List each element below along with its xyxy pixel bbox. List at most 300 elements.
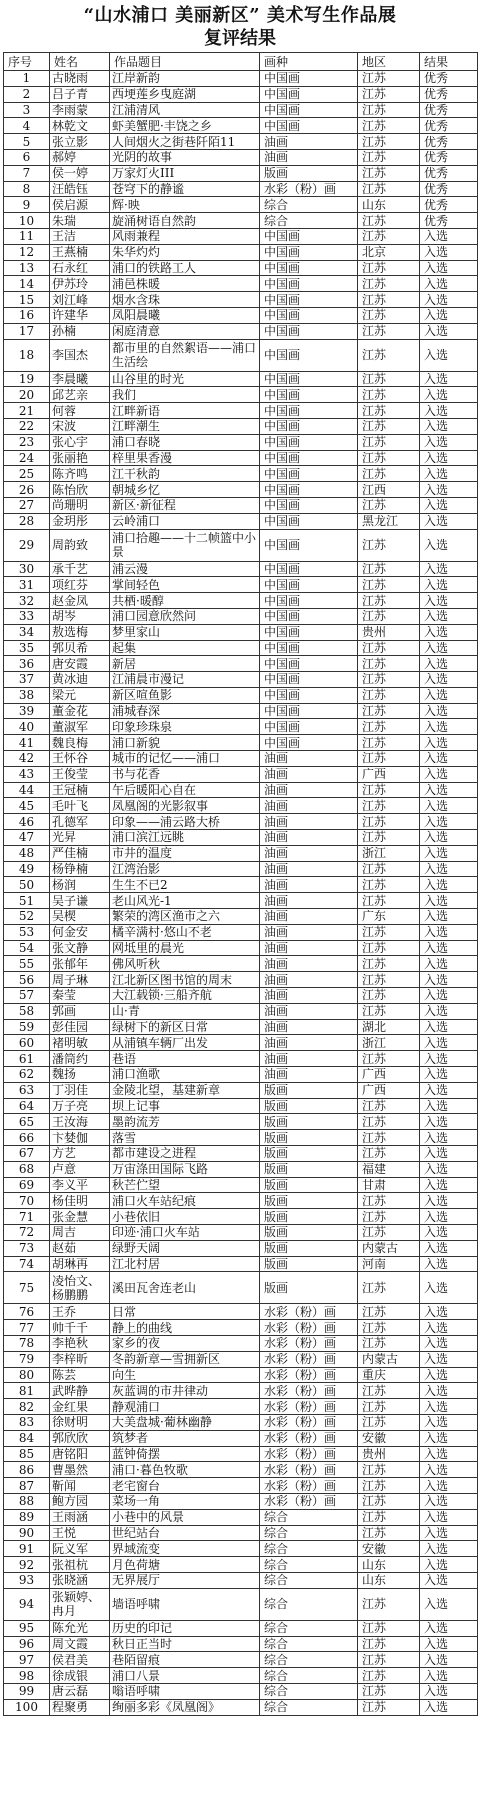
cell-region: 江苏	[358, 134, 420, 150]
table-row	[4, 276, 478, 292]
cell-region: 江苏	[358, 687, 420, 703]
cell-number: 9	[4, 197, 50, 213]
cell-result: 入选	[420, 1509, 478, 1525]
cell-name: 赵金凤	[50, 593, 110, 609]
cell-name: 褚明敏	[50, 1035, 110, 1051]
cell-region: 山东	[358, 1557, 420, 1573]
cell-region: 江苏	[358, 1304, 420, 1320]
cell-region: 江苏	[358, 228, 420, 244]
cell-result: 入选	[420, 1351, 478, 1367]
cell-region: 黑龙江	[358, 513, 420, 529]
cell-region: 江苏	[358, 956, 420, 972]
table-row	[4, 1525, 478, 1541]
results-table	[3, 52, 478, 1716]
cell-number: 42	[4, 751, 50, 767]
cell-medium: 中国画	[260, 561, 358, 577]
cell-medium: 中国画	[260, 656, 358, 672]
table-row	[4, 1209, 478, 1225]
cell-number: 67	[4, 1146, 50, 1162]
cell-number: 23	[4, 434, 50, 450]
table-row	[4, 403, 478, 419]
table-row	[4, 1462, 478, 1478]
cell-title: 浦口·暮色牧歌	[110, 1462, 260, 1478]
cell-number: 19	[4, 371, 50, 387]
header-name: 姓名	[50, 53, 110, 71]
cell-title: 光阴的故事	[110, 149, 260, 165]
cell-name: 唐铭阳	[50, 1446, 110, 1462]
cell-medium: 版画	[260, 1114, 358, 1130]
cell-result: 入选	[420, 1003, 478, 1019]
cell-region: 北京	[358, 244, 420, 260]
cell-title: 我们	[110, 387, 260, 403]
cell-region: 江苏	[358, 972, 420, 988]
cell-result: 入选	[420, 1082, 478, 1098]
cell-name: 王俊莹	[50, 766, 110, 782]
cell-number: 75	[4, 1272, 50, 1304]
cell-medium: 版画	[260, 1130, 358, 1146]
cell-result: 入选	[420, 228, 478, 244]
cell-medium: 综合	[260, 1557, 358, 1573]
cell-medium: 版画	[260, 1146, 358, 1162]
header-row	[4, 53, 478, 71]
cell-result: 入选	[420, 1414, 478, 1430]
cell-medium: 油画	[260, 909, 358, 925]
cell-region: 江苏	[358, 276, 420, 292]
cell-title: 江干秋韵	[110, 466, 260, 482]
cell-medium: 水彩（粉）画	[260, 1478, 358, 1494]
table-row	[4, 134, 478, 150]
cell-number: 65	[4, 1114, 50, 1130]
cell-result: 入选	[420, 1493, 478, 1509]
cell-result: 入选	[420, 782, 478, 798]
table-row	[4, 339, 478, 371]
table-row	[4, 624, 478, 640]
cell-number: 94	[4, 1588, 50, 1620]
cell-region: 江苏	[358, 102, 420, 118]
cell-title: 世纪站台	[110, 1525, 260, 1541]
cell-medium: 水彩（粉）画	[260, 1399, 358, 1415]
cell-name: 武晔静	[50, 1383, 110, 1399]
table-row	[4, 371, 478, 387]
cell-name: 王雨涵	[50, 1509, 110, 1525]
cell-title: 老宅窗台	[110, 1478, 260, 1494]
cell-medium: 油画	[260, 1019, 358, 1035]
cell-result: 入选	[420, 466, 478, 482]
cell-title: 山·青	[110, 1003, 260, 1019]
cell-medium: 中国画	[260, 228, 358, 244]
cell-title: 绿野天阔	[110, 1240, 260, 1256]
table-row	[4, 213, 478, 229]
cell-region: 山东	[358, 197, 420, 213]
cell-name: 李义平	[50, 1177, 110, 1193]
cell-result: 优秀	[420, 118, 478, 134]
table-row	[4, 1272, 478, 1304]
cell-number: 41	[4, 735, 50, 751]
cell-region: 江苏	[358, 181, 420, 197]
cell-region: 江苏	[358, 213, 420, 229]
cell-name: 卞婪伽	[50, 1130, 110, 1146]
cell-title: 界域流变	[110, 1541, 260, 1557]
document-title: “山水浦口 美丽新区” 美术写生作品展	[83, 5, 397, 26]
cell-result: 入选	[420, 703, 478, 719]
table-row	[4, 1652, 478, 1668]
cell-medium: 中国画	[260, 418, 358, 434]
cell-medium: 油画	[260, 1003, 358, 1019]
cell-name: 吴子谦	[50, 893, 110, 909]
cell-result: 入选	[420, 1161, 478, 1177]
cell-medium: 中国画	[260, 577, 358, 593]
cell-name: 彭佳园	[50, 1019, 110, 1035]
cell-title: 灰蓝调的市井律动	[110, 1383, 260, 1399]
cell-region: 江苏	[358, 814, 420, 830]
cell-title: 旋涌树语自然韵	[110, 213, 260, 229]
cell-name: 陈齐鸣	[50, 466, 110, 482]
cell-region: 广西	[358, 1067, 420, 1083]
table-row	[4, 861, 478, 877]
cell-number: 36	[4, 656, 50, 672]
cell-number: 74	[4, 1256, 50, 1272]
table-row	[4, 1335, 478, 1351]
cell-name: 郭画	[50, 1003, 110, 1019]
cell-medium: 油画	[260, 751, 358, 767]
document-subtitle: 复评结果	[204, 28, 276, 49]
cell-name: 侯启源	[50, 197, 110, 213]
cell-result: 入选	[420, 1019, 478, 1035]
cell-name: 王乔	[50, 1304, 110, 1320]
cell-region: 江苏	[358, 1051, 420, 1067]
cell-region: 广东	[358, 909, 420, 925]
cell-result: 入选	[420, 766, 478, 782]
cell-region: 江苏	[358, 1478, 420, 1494]
cell-title: 梦里家山	[110, 624, 260, 640]
table-row	[4, 719, 478, 735]
cell-region: 江苏	[358, 1525, 420, 1541]
cell-name: 刘江峰	[50, 292, 110, 308]
cell-name: 金红果	[50, 1399, 110, 1415]
cell-medium: 版画	[260, 165, 358, 181]
cell-number: 1	[4, 71, 50, 87]
cell-result: 入选	[420, 719, 478, 735]
cell-result: 入选	[420, 640, 478, 656]
table-row	[4, 988, 478, 1004]
cell-number: 32	[4, 593, 50, 609]
table-row	[4, 450, 478, 466]
cell-medium: 综合	[260, 1509, 358, 1525]
cell-name: 李雨蒙	[50, 102, 110, 118]
table-row	[4, 909, 478, 925]
cell-region: 福建	[358, 1161, 420, 1177]
cell-region: 江苏	[358, 307, 420, 323]
cell-result: 入选	[420, 260, 478, 276]
cell-name: 张文静	[50, 940, 110, 956]
cell-name: 尚珊明	[50, 497, 110, 513]
cell-result: 入选	[420, 482, 478, 498]
cell-number: 38	[4, 687, 50, 703]
cell-medium: 中国画	[260, 497, 358, 513]
cell-number: 63	[4, 1082, 50, 1098]
cell-number: 46	[4, 814, 50, 830]
cell-result: 入选	[420, 1304, 478, 1320]
cell-result: 入选	[420, 845, 478, 861]
cell-result: 入选	[420, 1130, 478, 1146]
cell-title: 江湾治影	[110, 861, 260, 877]
cell-medium: 水彩（粉）画	[260, 1304, 358, 1320]
cell-medium: 油画	[260, 814, 358, 830]
cell-name: 朱瑞	[50, 213, 110, 229]
cell-number: 2	[4, 86, 50, 102]
cell-number: 44	[4, 782, 50, 798]
cell-number: 57	[4, 988, 50, 1004]
cell-number: 12	[4, 244, 50, 260]
cell-number: 85	[4, 1446, 50, 1462]
cell-number: 86	[4, 1462, 50, 1478]
cell-name: 周文霞	[50, 1636, 110, 1652]
cell-title: 印象——浦云路大桥	[110, 814, 260, 830]
cell-result: 入选	[420, 577, 478, 593]
table-row	[4, 1414, 478, 1430]
cell-number: 35	[4, 640, 50, 656]
cell-medium: 版画	[260, 1098, 358, 1114]
cell-number: 68	[4, 1161, 50, 1177]
cell-result: 入选	[420, 513, 478, 529]
cell-name: 王汝海	[50, 1114, 110, 1130]
cell-medium: 水彩（粉）画	[260, 1367, 358, 1383]
cell-name: 周韵致	[50, 529, 110, 561]
cell-title: 午后暖阳心自在	[110, 782, 260, 798]
cell-region: 江苏	[358, 497, 420, 513]
cell-region: 江苏	[358, 1320, 420, 1336]
cell-result: 入选	[420, 339, 478, 371]
cell-name: 张晓涵	[50, 1572, 110, 1588]
cell-result: 入选	[420, 1430, 478, 1446]
cell-region: 江苏	[358, 434, 420, 450]
cell-title: 书与花香	[110, 766, 260, 782]
cell-medium: 中国画	[260, 608, 358, 624]
cell-result: 入选	[420, 1067, 478, 1083]
cell-title: 浦口渔歌	[110, 1067, 260, 1083]
cell-medium: 油画	[260, 940, 358, 956]
cell-title: 市井的温度	[110, 845, 260, 861]
cell-result: 入选	[420, 1557, 478, 1573]
cell-result: 优秀	[420, 71, 478, 87]
cell-result: 入选	[420, 561, 478, 577]
cell-number: 50	[4, 877, 50, 893]
table-row	[4, 798, 478, 814]
cell-title: 绚丽多彩《凤凰阁》	[110, 1699, 260, 1715]
table-row	[4, 1588, 478, 1620]
cell-result: 入选	[420, 1383, 478, 1399]
cell-name: 杨铮楠	[50, 861, 110, 877]
cell-name: 张丽艳	[50, 450, 110, 466]
cell-title: 印迹·浦口火车站	[110, 1224, 260, 1240]
document-page	[3, 4, 477, 1716]
cell-medium: 水彩（粉）画	[260, 1351, 358, 1367]
cell-number: 11	[4, 228, 50, 244]
cell-number: 27	[4, 497, 50, 513]
cell-number: 43	[4, 766, 50, 782]
table-row	[4, 482, 478, 498]
cell-title: 无界展厅	[110, 1572, 260, 1588]
cell-number: 99	[4, 1683, 50, 1699]
cell-result: 优秀	[420, 134, 478, 150]
cell-region: 贵州	[358, 624, 420, 640]
cell-title: 坝上记事	[110, 1098, 260, 1114]
cell-result: 入选	[420, 1636, 478, 1652]
table-row	[4, 1572, 478, 1588]
cell-result: 入选	[420, 940, 478, 956]
cell-title: 掌间轻色	[110, 577, 260, 593]
cell-region: 江苏	[358, 798, 420, 814]
cell-medium: 水彩（粉）画	[260, 1383, 358, 1399]
cell-medium: 综合	[260, 1683, 358, 1699]
cell-region: 江苏	[358, 703, 420, 719]
cell-region: 江苏	[358, 608, 420, 624]
cell-name: 许建华	[50, 307, 110, 323]
cell-name: 孙楠	[50, 323, 110, 339]
cell-name: 郭贝希	[50, 640, 110, 656]
cell-title: 老山风光-1	[110, 893, 260, 909]
cell-region: 江苏	[358, 1683, 420, 1699]
cell-result: 优秀	[420, 86, 478, 102]
cell-number: 24	[4, 450, 50, 466]
cell-number: 34	[4, 624, 50, 640]
cell-medium: 水彩（粉）画	[260, 1446, 358, 1462]
header-title: 作品题目	[110, 53, 260, 71]
table-row	[4, 1177, 478, 1193]
cell-region: 江苏	[358, 1668, 420, 1684]
cell-medium: 油画	[260, 782, 358, 798]
cell-region: 湖北	[358, 1019, 420, 1035]
cell-number: 64	[4, 1098, 50, 1114]
cell-number: 77	[4, 1320, 50, 1336]
cell-result: 入选	[420, 1114, 478, 1130]
cell-result: 入选	[420, 798, 478, 814]
cell-result: 入选	[420, 1098, 478, 1114]
table-row	[4, 1668, 478, 1684]
cell-medium: 水彩（粉）画	[260, 1320, 358, 1336]
cell-region: 江苏	[358, 1114, 420, 1130]
cell-name: 李晨曦	[50, 371, 110, 387]
cell-result: 优秀	[420, 213, 478, 229]
cell-number: 3	[4, 102, 50, 118]
cell-title: 向生	[110, 1367, 260, 1383]
table-row	[4, 751, 478, 767]
cell-name: 吕子青	[50, 86, 110, 102]
cell-medium: 综合	[260, 1572, 358, 1588]
cell-title: 静上的曲线	[110, 1320, 260, 1336]
table-row	[4, 1019, 478, 1035]
cell-result: 入选	[420, 1399, 478, 1415]
cell-result: 入选	[420, 1588, 478, 1620]
cell-result: 入选	[420, 1146, 478, 1162]
cell-title: 新区喧鱼影	[110, 687, 260, 703]
cell-name: 金玥彤	[50, 513, 110, 529]
cell-title: 江北村居	[110, 1256, 260, 1272]
cell-number: 90	[4, 1525, 50, 1541]
cell-medium: 油画	[260, 877, 358, 893]
cell-number: 7	[4, 165, 50, 181]
table-row	[4, 1683, 478, 1699]
cell-medium: 中国画	[260, 735, 358, 751]
cell-number: 98	[4, 1668, 50, 1684]
cell-region: 江苏	[358, 1652, 420, 1668]
cell-medium: 综合	[260, 1541, 358, 1557]
cell-result: 入选	[420, 687, 478, 703]
table-row	[4, 1051, 478, 1067]
cell-title: 金陵北望，基建新章	[110, 1082, 260, 1098]
cell-title: 新居	[110, 656, 260, 672]
cell-medium: 版画	[260, 1193, 358, 1209]
table-row	[4, 387, 478, 403]
cell-number: 37	[4, 672, 50, 688]
cell-region: 江苏	[358, 1224, 420, 1240]
cell-medium: 油画	[260, 988, 358, 1004]
cell-name: 程聚勇	[50, 1699, 110, 1715]
cell-medium: 油画	[260, 134, 358, 150]
cell-medium: 综合	[260, 1636, 358, 1652]
cell-result: 入选	[420, 814, 478, 830]
cell-number: 18	[4, 339, 50, 371]
cell-medium: 中国画	[260, 292, 358, 308]
cell-result: 入选	[420, 1652, 478, 1668]
cell-region: 江苏	[358, 529, 420, 561]
cell-number: 89	[4, 1509, 50, 1525]
cell-title: 西埂莲乡曳庭湖	[110, 86, 260, 102]
cell-number: 17	[4, 323, 50, 339]
cell-title: 网坻里的晨光	[110, 940, 260, 956]
cell-number: 97	[4, 1652, 50, 1668]
cell-title: 浦口新貌	[110, 735, 260, 751]
cell-region: 江苏	[358, 1414, 420, 1430]
cell-region: 浙江	[358, 845, 420, 861]
header-result: 结果	[420, 53, 478, 71]
cell-medium: 水彩（粉）画	[260, 181, 358, 197]
cell-region: 广西	[358, 766, 420, 782]
cell-name: 吴楔	[50, 909, 110, 925]
cell-medium: 版画	[260, 1177, 358, 1193]
cell-region: 江苏	[358, 418, 420, 434]
table-row	[4, 434, 478, 450]
cell-number: 51	[4, 893, 50, 909]
cell-name: 帅千千	[50, 1320, 110, 1336]
cell-medium: 水彩（粉）画	[260, 1414, 358, 1430]
cell-result: 入选	[420, 497, 478, 513]
cell-result: 入选	[420, 924, 478, 940]
table-row	[4, 814, 478, 830]
cell-name: 周吉	[50, 1224, 110, 1240]
cell-title: 墨韵流芳	[110, 1114, 260, 1130]
cell-medium: 中国画	[260, 703, 358, 719]
cell-number: 31	[4, 577, 50, 593]
table-row	[4, 418, 478, 434]
cell-region: 江苏	[358, 1509, 420, 1525]
cell-medium: 中国画	[260, 339, 358, 371]
cell-result: 入选	[420, 1051, 478, 1067]
cell-name: 梁元	[50, 687, 110, 703]
cell-result: 入选	[420, 1462, 478, 1478]
cell-name: 汪皓钰	[50, 181, 110, 197]
cell-result: 入选	[420, 1525, 478, 1541]
cell-name: 郝婷	[50, 149, 110, 165]
table-body	[4, 71, 478, 1716]
cell-name: 胡岑	[50, 608, 110, 624]
cell-number: 13	[4, 260, 50, 276]
table-row	[4, 782, 478, 798]
table-row	[4, 1557, 478, 1573]
cell-name: 唐云磊	[50, 1683, 110, 1699]
cell-result: 入选	[420, 656, 478, 672]
cell-medium: 中国画	[260, 434, 358, 450]
